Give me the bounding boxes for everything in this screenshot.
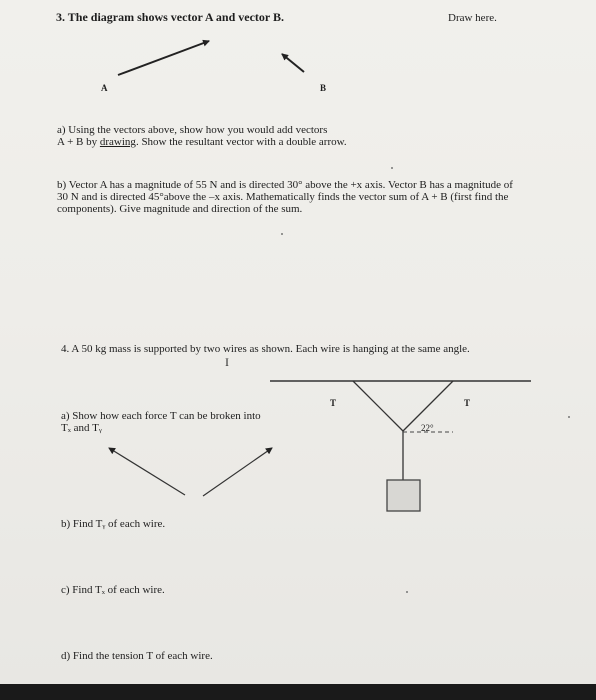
paper-speck [568, 416, 570, 418]
tension-label-left: T [330, 398, 337, 408]
q3a-line2 [57, 136, 347, 148]
hanging-mass-box [387, 480, 420, 511]
q4c-text: c) Find Tₓ of each wire. [61, 584, 165, 596]
q3b-line2: 30 N and is directed 45°above the –x axis. Mathematically finds the vector sum of A + B (first find the [57, 191, 509, 203]
paper-speck [391, 167, 393, 169]
q3b-line3: components). Give magnitude and direction of the sum. [57, 203, 303, 215]
vector-b-label: B [320, 83, 327, 93]
paper-speck [281, 233, 283, 235]
force-sketch-left [109, 448, 185, 495]
tension-label-right: T [464, 398, 471, 408]
vector-a-label: A [101, 83, 108, 93]
q4-title: 4. A 50 kg mass is supported by two wires as shown. Each wire is hanging at the same angle. [61, 343, 470, 355]
q3a-drawing-underlined: drawing [99, 136, 136, 148]
draw-here-label: Draw here. [448, 12, 497, 24]
force-sketch-right [203, 448, 272, 496]
text-cursor-icon: I [225, 355, 229, 369]
vector-b-arrow [282, 54, 304, 72]
left-wire [353, 381, 403, 431]
angle-label: 22° [421, 423, 434, 433]
q4a-line2: Tₓ and Tᵧ [61, 422, 102, 434]
paper-speck [406, 591, 408, 593]
vector-a-arrow [118, 41, 209, 75]
q4a-line1: a) Show how each force T can be broken into [61, 410, 261, 422]
q4b-text: b) Find Tᵧ of each wire. [61, 518, 166, 530]
q3-title: 3. The diagram shows vector A and vector B. [56, 10, 285, 24]
q3a-line1: a) Using the vectors above, show how you would add vectors [57, 124, 328, 136]
q3a-line2-post: . Show the resultant vector with a double arrow. [135, 136, 347, 148]
q4d-text: d) Find the tension T of each wire. [61, 650, 213, 662]
q3b-line1: b) Vector A has a magnitude of 55 N and is directed 30° above the +x axis. Vector B has a magnitude of [57, 179, 513, 191]
q3a-line2-pre: A + B by [57, 136, 100, 148]
